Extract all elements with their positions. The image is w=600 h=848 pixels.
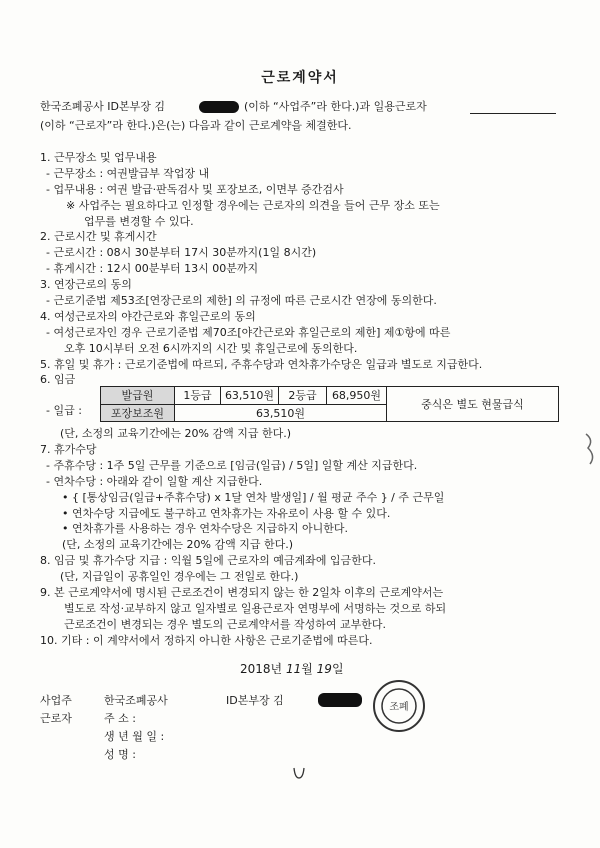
s1-note-2: 업무를 변경할 수 있다. xyxy=(84,215,194,228)
date-month-value: 11 xyxy=(285,662,302,676)
intro-line-2: (이하 “근로자”라 한다.)은(는) 다음과 같이 근로계약을 체결한다. xyxy=(40,119,352,132)
intro-line-1b: (이하 “사업주”라 한다.)과 일용근로자 xyxy=(244,100,427,113)
section-6-heading: 6. 임금 xyxy=(40,373,76,386)
wage-table xyxy=(100,386,559,422)
s9-line-2: 별도로 작성·교부하지 않고 일자별로 일용근로자 연명부에 서명하는 것으로 하되 xyxy=(64,602,447,615)
s7-bullet-2: • 연차수당 지급에도 불구하고 연차휴가는 자유로이 사용 할 수 있다. xyxy=(62,507,391,520)
worker-name-blank xyxy=(470,113,556,114)
address-label: 주 소 : xyxy=(104,712,136,725)
s7-bullet-3: • 연차휴가를 사용하는 경우 연차수당은 지급하지 아니한다. xyxy=(62,522,348,535)
employer-label: 사업주 xyxy=(40,694,72,707)
section-8-heading: 8. 임금 및 휴가수당 지급 : 익월 5일에 근로자의 예금계좌에 입금한다. xyxy=(40,554,376,567)
s1-task: - 업무내용 : 여권 발급·판독검사 및 포장보조, 이면부 증간검사 xyxy=(46,183,344,196)
table-cell: 발급원 xyxy=(101,387,175,405)
date-day-value: 19 xyxy=(316,662,332,676)
name-label: 성 명 : xyxy=(104,748,136,761)
date-month-label: 월 xyxy=(301,662,313,676)
employer-org: 한국조폐공사 xyxy=(104,694,168,707)
worker-label: 근로자 xyxy=(40,712,72,725)
section-1-heading: 1. 근무장소 및 업무내용 xyxy=(40,151,157,164)
redaction-mark xyxy=(318,693,362,707)
table-cell-side-note: 중식은 별도 현물급식 xyxy=(387,387,559,422)
scan-artifact-icon xyxy=(584,430,598,466)
contract-date xyxy=(240,662,344,676)
s3-text: - 근로기준법 제53조[연장근로의 제한] 의 규정에 따른 근로시간 연장에 동의한다. xyxy=(46,294,437,307)
redaction-mark xyxy=(199,101,239,113)
s7-annual: - 연차수당 : 아래와 같이 일할 계산 지급한다. xyxy=(46,475,263,488)
dob-label: 생 년 월 일 : xyxy=(104,730,165,743)
section-7-heading: 7. 휴가수당 xyxy=(40,443,97,456)
section-10-heading: 10. 기타 : 이 계약서에서 정하지 아니한 사항은 근로기준법에 따른다. xyxy=(40,634,373,647)
s8-note: (단, 지급일이 공휴일인 경우에는 그 전일로 한다.) xyxy=(60,570,299,583)
s1-place: - 근무장소 : 여권발급부 작업장 내 xyxy=(46,167,210,180)
s1-note-1: ※ 사업주는 필요하다고 인정할 경우에는 근로자의 의견을 들어 근무 장소 또는 xyxy=(66,199,440,212)
s2-work: - 근로시간 : 08시 30분부터 17시 30분까지(1일 8시간) xyxy=(46,246,317,259)
official-seal xyxy=(373,680,425,732)
table-cell: 1등급 xyxy=(175,387,221,405)
s4-text-2: 오후 10시부터 오전 6시까지의 시간 및 휴일근로에 동의한다. xyxy=(64,342,358,355)
section-3-heading: 3. 연장근로의 동의 xyxy=(40,278,132,291)
date-year: 2018년 xyxy=(240,662,283,676)
section-9-heading: 9. 본 근로계약서에 명시된 근로조건이 변경되지 않는 한 2일차 이후의 근로계약서는 xyxy=(40,586,444,599)
table-cell: 포장보조원 xyxy=(101,404,175,422)
date-day-label: 일 xyxy=(331,662,344,676)
s6-daily-label: - 일급 : xyxy=(46,404,82,417)
section-5-heading: 5. 휴일 및 휴가 : 근로기준법에 따르되, 주휴수당과 연차휴가수당은 일급과 별도로 지급한다. xyxy=(40,358,483,371)
intro-line-1 xyxy=(40,100,165,114)
s7-note: (단, 소정의 교육기간에는 20% 감액 지급 한다.) xyxy=(62,538,294,551)
s7-bullet-1: • { [통상임금(일급+주휴수당) x 1달 연차 발생일] / 월 평균 주수 } / 주 근무일 xyxy=(62,491,445,504)
s2-rest: - 휴게시간 : 12시 00분부터 13시 00분까지 xyxy=(46,262,259,275)
s9-line-3: 근로조건이 변경되는 경우 별도의 근로계약서를 작성하여 교부한다. xyxy=(64,618,387,631)
employer-title: ID본부장 김 xyxy=(226,694,284,707)
seal-text: 조폐 xyxy=(389,702,409,713)
s7-weekly: - 주휴수당 : 1주 5일 근무를 기준으로 [임금(일급) / 5일] 일할 계산 지급한다. xyxy=(46,459,418,472)
document-title: 근로계약서 xyxy=(261,70,339,86)
intro-employer: 한국조폐공사 ID본부장 김 xyxy=(40,100,165,113)
scribble-icon xyxy=(292,766,306,780)
s6-note: (단, 소정의 교육기간에는 20% 감액 지급 한다.) xyxy=(60,427,292,440)
table-cell: 68,950원 xyxy=(327,387,387,405)
seal-icon xyxy=(379,686,419,726)
s4-text-1: - 여성근로자인 경우 근로기준법 제70조[야간근로와 휴일근로의 제한] 제①항에 따른 xyxy=(46,326,451,339)
table-cell: 2등급 xyxy=(279,387,327,405)
table-cell: 63,510원 xyxy=(221,387,279,405)
section-2-heading: 2. 근로시간 및 휴게시간 xyxy=(40,230,157,243)
table-cell: 63,510원 xyxy=(175,404,387,422)
section-4-heading: 4. 여성근로자의 야간근로와 휴일근로의 동의 xyxy=(40,310,256,323)
table-row xyxy=(101,387,559,405)
